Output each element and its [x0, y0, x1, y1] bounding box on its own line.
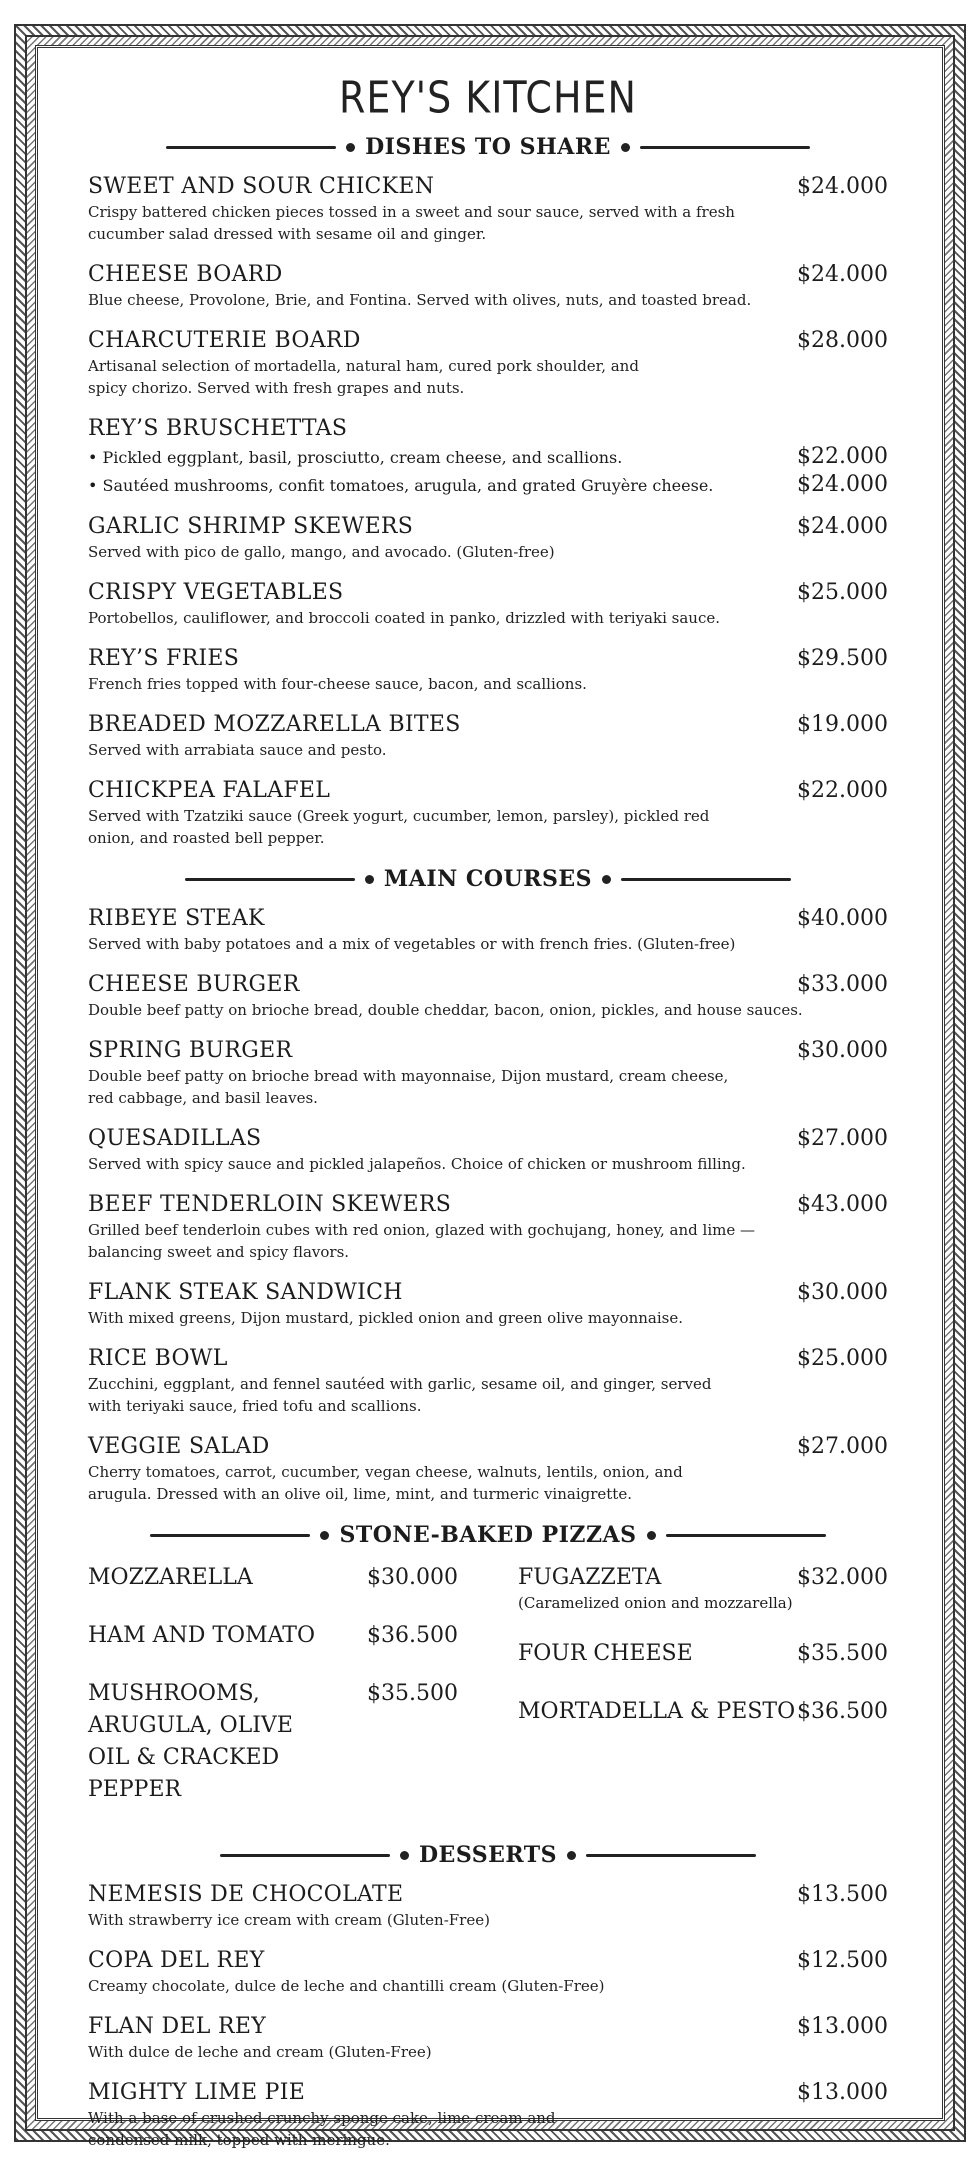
menu-item [88, 1434, 888, 1505]
pizza-item [88, 1620, 458, 1652]
item-price: $24.000 [797, 174, 888, 199]
item-description: With mixed greens, Dijon mustard, pickled onion and green olive mayonnaise. [88, 1309, 683, 1327]
pizza-name: FUGAZZETA [518, 1565, 662, 1590]
menu-item [88, 174, 888, 245]
pizza-price: $32.000 [797, 1565, 888, 1590]
menu-item [88, 2014, 888, 2063]
item-description: Portobellos, cauliflower, and broccoli coated in panko, drizzled with teriyaki sauce. [88, 609, 721, 627]
item-price: $13.500 [797, 1882, 888, 1907]
item-name: CHARCUTERIE BOARD [88, 328, 361, 353]
menu-item [88, 712, 888, 761]
item-price: $33.000 [797, 972, 888, 997]
item-description: Double beef patty on brioche bread with mayonnaise, Dijon mustard, cream cheese, red cabbage, and basil leaves. [88, 1067, 729, 1107]
item-name: NEMESIS DE CHOCOLATE [88, 1882, 404, 1907]
item-price: $22.000 [797, 444, 888, 469]
pizza-item [518, 1562, 888, 1612]
menu-item [88, 1346, 888, 1417]
menu-item [88, 514, 888, 563]
pizza-grid [88, 1562, 888, 1832]
item-description: Served with baby potatoes and a mix of vegetables or with french fries. (Gluten-free) [88, 935, 736, 953]
item-description: Blue cheese, Provolone, Brie, and Fontina. Served with olives, nuts, and toasted bread. [88, 291, 752, 309]
item-name: VEGGIE SALAD [88, 1434, 270, 1459]
item-name: COPA DEL REY [88, 1948, 265, 1973]
section-title: DISHES TO SHARE [365, 134, 611, 160]
divider-line [586, 1854, 756, 1857]
menu-item [88, 1126, 888, 1175]
item-description: With strawberry ice cream with cream (Gluten-Free) [88, 1911, 490, 1929]
section-title: DESSERTS [418, 1842, 558, 1868]
item-description: With a base of crushed crunchy sponge cake, lime cream and condensed milk, topped with meringue. [88, 2109, 556, 2149]
pizza-price: $30.000 [367, 1565, 458, 1590]
item-name: SPRING BURGER [88, 1038, 293, 1063]
item-price: $24.000 [797, 472, 888, 497]
item-price: $28.000 [797, 328, 888, 353]
divider-dot [621, 143, 630, 152]
item-name: CRISPY VEGETABLES [88, 580, 344, 605]
divider-dot [647, 1531, 656, 1540]
item-name: RIBEYE STEAK [88, 906, 265, 931]
item-price: $13.000 [797, 2080, 888, 2105]
section-title: STONE-BAKED PIZZAS [339, 1522, 637, 1548]
item-price: $19.000 [797, 712, 888, 737]
menu-item [88, 328, 888, 399]
menu-item [88, 1280, 888, 1329]
option-text: • Pickled eggplant, basil, prosciutto, cream cheese, and scallions. [88, 448, 623, 467]
item-description: Creamy chocolate, dulce de leche and chantilli cream (Gluten-Free) [88, 1977, 605, 1995]
divider-line [166, 146, 336, 149]
item-price: $24.000 [797, 262, 888, 287]
section-heading-pizzas [88, 1522, 888, 1548]
divider-line [220, 1854, 390, 1857]
menu-item [88, 416, 888, 497]
divider-line [666, 1534, 826, 1537]
item-name: FLAN DEL REY [88, 2014, 267, 2039]
item-name: SWEET AND SOUR CHICKEN [88, 174, 435, 199]
item-option [88, 444, 888, 469]
divider-line [621, 878, 791, 881]
option-text: • Sautéed mushrooms, confit tomatoes, arugula, and grated Gruyère cheese. [88, 476, 714, 495]
item-name: MIGHTY LIME PIE [88, 2080, 306, 2105]
item-description: Served with arrabiata sauce and pesto. [88, 741, 387, 759]
item-price: $22.000 [797, 778, 888, 803]
item-price: $13.000 [797, 2014, 888, 2039]
item-name: CHEESE BOARD [88, 262, 283, 287]
menu-item [88, 972, 888, 1021]
pizza-name: MORTADELLA & PESTO [518, 1699, 796, 1724]
section-heading-share [88, 134, 888, 160]
item-price: $27.000 [797, 1434, 888, 1459]
pizza-price: $36.500 [797, 1699, 888, 1724]
divider-dot [602, 875, 611, 884]
item-description: Grilled beef tenderloin cubes with red onion, glazed with gochujang, honey, and lime — balancing sweet and spicy flavors. [88, 1221, 755, 1261]
menu-item [88, 906, 888, 955]
divider-dot [567, 1851, 576, 1860]
menu-content [88, 72, 888, 2168]
pizza-name: MUSHROOMS, ARUGULA, OLIVE OIL & CRACKED PEPPER [88, 1681, 293, 1802]
item-price: $30.000 [797, 1038, 888, 1063]
menu-item [88, 580, 888, 629]
section-heading-desserts [88, 1842, 888, 1868]
item-description: French fries topped with four-cheese sauce, bacon, and scallions. [88, 675, 587, 693]
divider-line [640, 146, 810, 149]
divider-line [185, 878, 355, 881]
divider-dot [346, 143, 355, 152]
pizza-item [518, 1696, 888, 1728]
item-description: Artisanal selection of mortadella, natural ham, cured pork shoulder, and spicy chorizo. Served with fresh grapes and nuts. [88, 357, 639, 397]
item-price: $25.000 [797, 580, 888, 605]
item-name: REY’S BRUSCHETTAS [88, 416, 348, 441]
menu-item [88, 1192, 888, 1263]
menu-item [88, 1948, 888, 1997]
pizza-column-left [88, 1562, 458, 1832]
menu-item [88, 1038, 888, 1109]
item-price: $12.500 [797, 1948, 888, 1973]
pizza-name: HAM AND TOMATO [88, 1623, 315, 1648]
item-name: REY’S FRIES [88, 646, 240, 671]
item-name: BEEF TENDERLOIN SKEWERS [88, 1192, 452, 1217]
item-price: $25.000 [797, 1346, 888, 1371]
menu-item [88, 262, 888, 311]
brand-title: REY'S KITCHEN [339, 72, 637, 123]
item-price: $43.000 [797, 1192, 888, 1217]
item-description: Zucchini, eggplant, and fennel sautéed with garlic, sesame oil, and ginger, served with teriyaki sauce, fried tofu and scallions. [88, 1375, 712, 1415]
pizza-price: $35.500 [367, 1681, 458, 1706]
item-name: QUESADILLAS [88, 1126, 262, 1151]
item-description: Served with Tzatziki sauce (Greek yogurt, cucumber, lemon, parsley), pickled red onion, and roasted bell pepper. [88, 807, 710, 847]
item-price: $29.500 [797, 646, 888, 671]
item-price: $27.000 [797, 1126, 888, 1151]
pizza-column-right [518, 1562, 888, 1832]
pizza-price: $35.500 [797, 1641, 888, 1666]
section-heading-main [88, 866, 888, 892]
divider-dot [400, 1851, 409, 1860]
item-name: FLANK STEAK SANDWICH [88, 1280, 403, 1305]
item-description: With dulce de leche and cream (Gluten-Free) [88, 2043, 432, 2061]
section-title: MAIN COURSES [383, 866, 593, 892]
pizza-item [518, 1638, 888, 1670]
item-name: CHICKPEA FALAFEL [88, 778, 331, 803]
item-price: $30.000 [797, 1280, 888, 1305]
item-name: BREADED MOZZARELLA BITES [88, 712, 461, 737]
item-description: Double beef patty on brioche bread, double cheddar, bacon, onion, pickles, and house sauces. [88, 1001, 803, 1019]
item-description: Served with pico de gallo, mango, and avocado. (Gluten-free) [88, 543, 555, 561]
pizza-item [88, 1562, 458, 1594]
item-description: Cherry tomatoes, carrot, cucumber, vegan cheese, walnuts, lentils, onion, and arugula. Dressed with an olive oil, lime, mint, and turmeric vinaigrette. [88, 1463, 683, 1503]
item-name: GARLIC SHRIMP SKEWERS [88, 514, 414, 539]
item-description: Crispy battered chicken pieces tossed in a sweet and sour sauce, served with a fresh cucumber salad dressed with sesame oil and ginger. [88, 203, 735, 243]
divider-dot [320, 1531, 329, 1540]
pizza-item [88, 1678, 458, 1806]
menu-item [88, 2080, 888, 2151]
menu-item [88, 778, 888, 849]
item-price: $24.000 [797, 514, 888, 539]
item-description: Served with spicy sauce and pickled jalapeños. Choice of chicken or mushroom filling. [88, 1155, 746, 1173]
divider-line [150, 1534, 310, 1537]
item-name: RICE BOWL [88, 1346, 228, 1371]
divider-dot [365, 875, 374, 884]
menu-item [88, 646, 888, 695]
pizza-price: $36.500 [367, 1623, 458, 1648]
pizza-note: (Caramelized onion and mozzarella) [518, 1594, 793, 1612]
pizza-name: FOUR CHEESE [518, 1641, 693, 1666]
menu-item [88, 1882, 888, 1931]
pizza-name: MOZZARELLA [88, 1565, 253, 1590]
item-price: $40.000 [797, 906, 888, 931]
item-option [88, 472, 888, 497]
item-name: CHEESE BURGER [88, 972, 300, 997]
